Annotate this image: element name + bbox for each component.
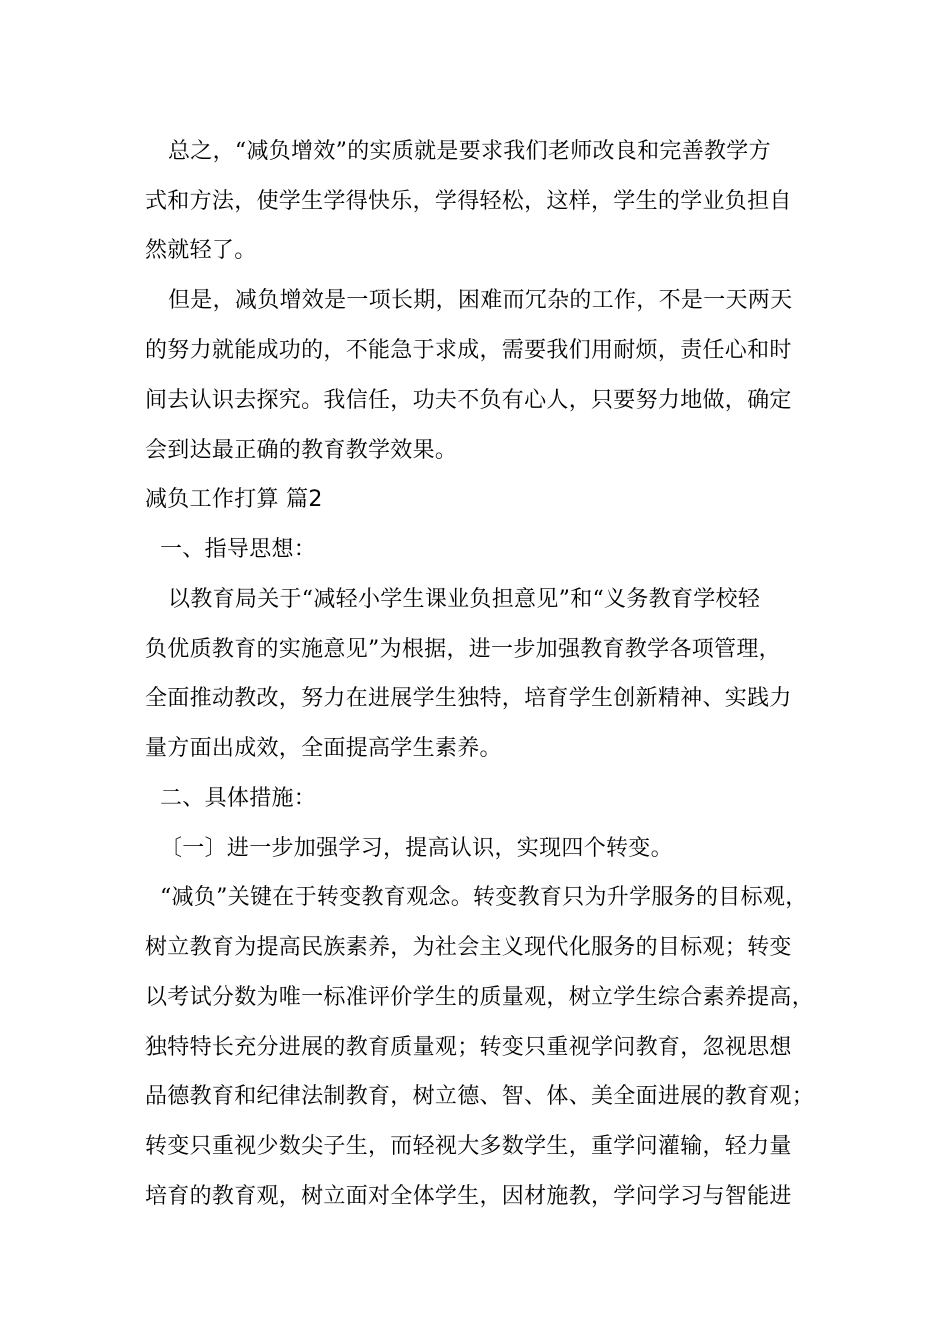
paragraph-line: 负优质教育的实施意见”为根据，进一步加强教育教学各项管理，: [145, 637, 781, 662]
paragraph-line: 培育的教育观，树立面对全体学生，因材施教，学问学习与智能进: [145, 1184, 792, 1209]
paragraph-line: 间去认识去探究。我信任，功夫不负有心人，只要努力地做，确定: [145, 388, 792, 413]
paragraph-line: 总之，“减负增效”的实质就是要求我们老师改良和完善教学方: [168, 139, 771, 164]
paragraph-line: 但是，减负增效是一项长期，困难而冗杂的工作，不是一天两天: [168, 288, 793, 313]
paragraph-line: 独特特长充分进展的教育质量观；转变只重视学问教育，忽视思想: [145, 1035, 792, 1060]
paragraph-line: 量方面出成效，全面提高学生素养。: [145, 736, 502, 761]
paragraph-line: 转变只重视少数尖子生，而轻视大多数学生，重学问灌输，轻力量: [145, 1134, 792, 1159]
paragraph-line: 树立教育为提高民族素养，为社会主义现代化服务的目标观；转变: [145, 935, 792, 960]
subheading: 〔一〕进一步加强学习，提高认识，实现四个转变。: [160, 836, 673, 861]
subheading: 二、具体措施：: [160, 786, 317, 811]
paragraph-line: “减负”关键在于转变教育观念。转变教育只为升学服务的目标观，: [160, 885, 808, 910]
paragraph-line: 式和方法，使学生学得快乐，学得轻松，这样，学生的学业负担自: [145, 189, 792, 214]
paragraph-line: 然就轻了。: [145, 238, 257, 263]
paragraph-line: 的努力就能成功的，不能急于求成，需要我们用耐烦，责任心和时: [145, 338, 792, 363]
paragraph-line: 会到达最正确的教育教学效果。: [145, 438, 458, 463]
paragraph-line: 品德教育和纪律法制教育，树立德、智、体、美全面进展的教育观；: [145, 1084, 815, 1109]
paragraph-line: 全面推动教改，努力在进展学生独特，培育学生创新精神、实践力: [145, 686, 792, 711]
section-heading: 减负工作打算 篇2: [145, 487, 323, 512]
subheading: 一、指导思想：: [160, 537, 317, 562]
paragraph-line: 以考试分数为唯一标准评价学生的质量观，树立学生综合素养提高，: [145, 985, 815, 1010]
paragraph-line: 以教育局关于“减轻小学生课业负担意见”和“义务教育学校轻: [168, 587, 761, 612]
